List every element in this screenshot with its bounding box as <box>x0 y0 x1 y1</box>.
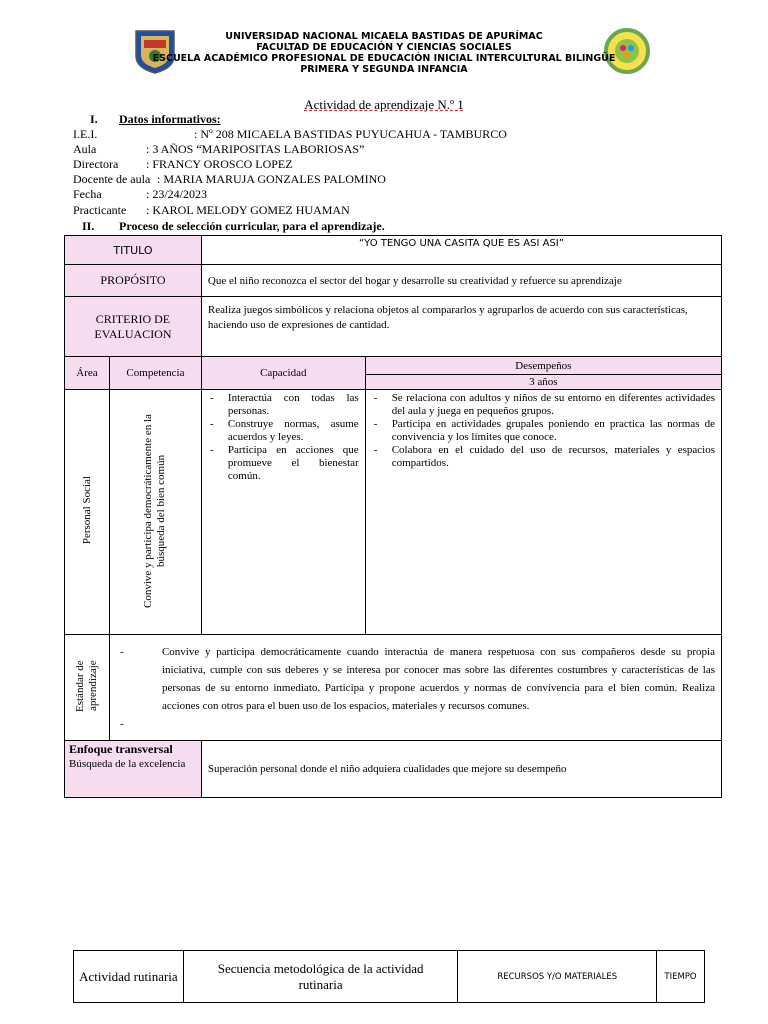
competencia-cell <box>109 390 201 635</box>
rutina-col-secuencia: Secuencia metodológica de la actividad rutinaria <box>183 951 458 1003</box>
info-value-docente: : MARIA MARUJA GONZALES PALOMINO <box>157 172 386 186</box>
section-1-title: Datos informativos: <box>119 112 221 126</box>
estandar-label: Estándar de aprendizaje <box>73 660 99 712</box>
enfoque-title: Enfoque transversal <box>69 742 173 756</box>
header-faculty: FACULTAD DE EDUCACIÓN Y CIENCIAS SOCIALES <box>256 42 512 53</box>
desempenos-cell <box>365 390 721 635</box>
desempeno-item: - Colabora en el cuidado del uso de recursos, materiales y espacios compartidos. <box>368 444 715 470</box>
criterio-label: CRITERIO DE EVALUACION <box>65 297 202 357</box>
info-value-fecha: : 23/24/2023 <box>146 187 208 201</box>
info-label-directora: Directora <box>73 157 119 171</box>
desempeno-item: - Se relaciona con adultos y niños de su entorno en diferentes actividades del aula y juega en pequeños grupos. <box>368 392 715 418</box>
section-2-title: Proceso de selección curricular, para el aprendizaje. <box>119 219 385 233</box>
estandar-extra <box>114 715 715 733</box>
desempenos-list <box>368 392 715 470</box>
competencia-text: Convive y participa democráticamente en la búsqueda del bien común <box>142 413 168 608</box>
info-block <box>73 127 673 219</box>
capacidad-item: - Interactúa con todas las personas. <box>204 392 359 418</box>
col-desempenos-header: Desempeños <box>365 357 721 375</box>
info-value-iei: : Nº 208 MICAELA BASTIDAS PUYUCAHUA - TAMBURCO <box>146 127 507 141</box>
area-text: Personal Social <box>80 476 93 545</box>
rutina-col-actividad: Actividad rutinaria <box>74 951 184 1003</box>
info-label-iei: I.E.I. <box>73 127 98 141</box>
rutina-table <box>73 950 705 1003</box>
desempeno-item: - Participa en actividades grupales poniendo en practica las normas de convivencia y los límites que conoce. <box>368 418 715 444</box>
info-value-aula: : 3 AÑOS “MARIPOSITAS LABORIOSAS” <box>146 142 365 156</box>
titulo-label: TITULO <box>65 236 202 265</box>
rutina-col-tiempo: TIEMPO <box>657 951 705 1003</box>
info-label-docente: Docente de aula <box>73 172 151 186</box>
proposito-value: Que el niño reconozca el sector del hogar y desarrolle su creatividad y refuerce su aprendizaje <box>201 265 721 297</box>
col-edad-header: 3 años <box>365 375 721 390</box>
section-1-number: I. <box>90 112 98 126</box>
capacidad-item: - Participa en acciones que promueve el bienestar común. <box>204 444 359 483</box>
header-university: UNIVERSIDAD NACIONAL MICAELA BASTIDAS DE APURÍMAC <box>225 31 543 42</box>
col-competencia-header: Competencia <box>109 357 201 390</box>
titulo-value: “YO TENGO UNA CASITA QUE ES ASI ASI” <box>201 236 721 265</box>
info-label-fecha: Fecha <box>73 187 102 201</box>
capacidad-cell <box>201 390 365 635</box>
area-cell <box>65 390 110 635</box>
estandar-text: - Convive y participa democráticamente cuando interactúa de manera respetuosa con sus compañeros desde su propia iniciativa, cumple con sus deberes y se interesa por conocer mas sobre las diferentes costumbres y características de las personas de su entorno inmediato. Participa y propone acuerdos y normas de convivencia para el bien común. Realiza acciones con otros para el buen uso de los espacios, materiales y recursos comunes. <box>114 643 715 715</box>
info-value-practicante: : KAROL MELODY GOMEZ HUAMAN <box>146 203 350 217</box>
capacidad-list <box>204 392 359 483</box>
proposito-label: PROPÓSITO <box>65 265 202 297</box>
enfoque-sub: Búsqueda de la excelencia <box>69 758 186 770</box>
criterio-value: Realiza juegos simbólicos y relaciona objetos al compararlos y agruparlos de acuerdo con sus características, haciendo uso de expresiones de cantidad. <box>201 297 721 357</box>
rutina-col-recursos: RECURSOS Y/O MATERIALES <box>458 951 657 1003</box>
curricular-table <box>64 235 722 798</box>
enfoque-value: Superación personal donde el niño adquiera cualidades que mejore su desempeño <box>201 741 721 798</box>
header-program: PRIMERA Y SEGUNDA INFANCIA <box>300 64 468 75</box>
header-school: ESCUELA ACADÉMICO PROFESIONAL DE EDUCACIÓN INICIAL INTERCULTURAL BILINGÜE <box>152 53 616 64</box>
estandar-list <box>114 643 715 733</box>
info-label-practicante: Practicante <box>73 203 127 217</box>
info-value-directora: : FRANCY OROSCO LOPEZ <box>146 157 293 171</box>
col-area-header: Área <box>65 357 110 390</box>
capacidad-item: - Construye normas, asume acuerdos y leyes. <box>204 418 359 444</box>
estandar-cell <box>109 635 721 741</box>
estandar-label-cell <box>65 635 110 741</box>
info-label-aula: Aula <box>73 142 97 156</box>
col-capacidad-header: Capacidad <box>201 357 365 390</box>
section-2-number: II. <box>82 219 95 233</box>
document-title: Actividad de aprendizaje N.º 1 <box>304 97 464 112</box>
enfoque-cell <box>65 741 202 798</box>
